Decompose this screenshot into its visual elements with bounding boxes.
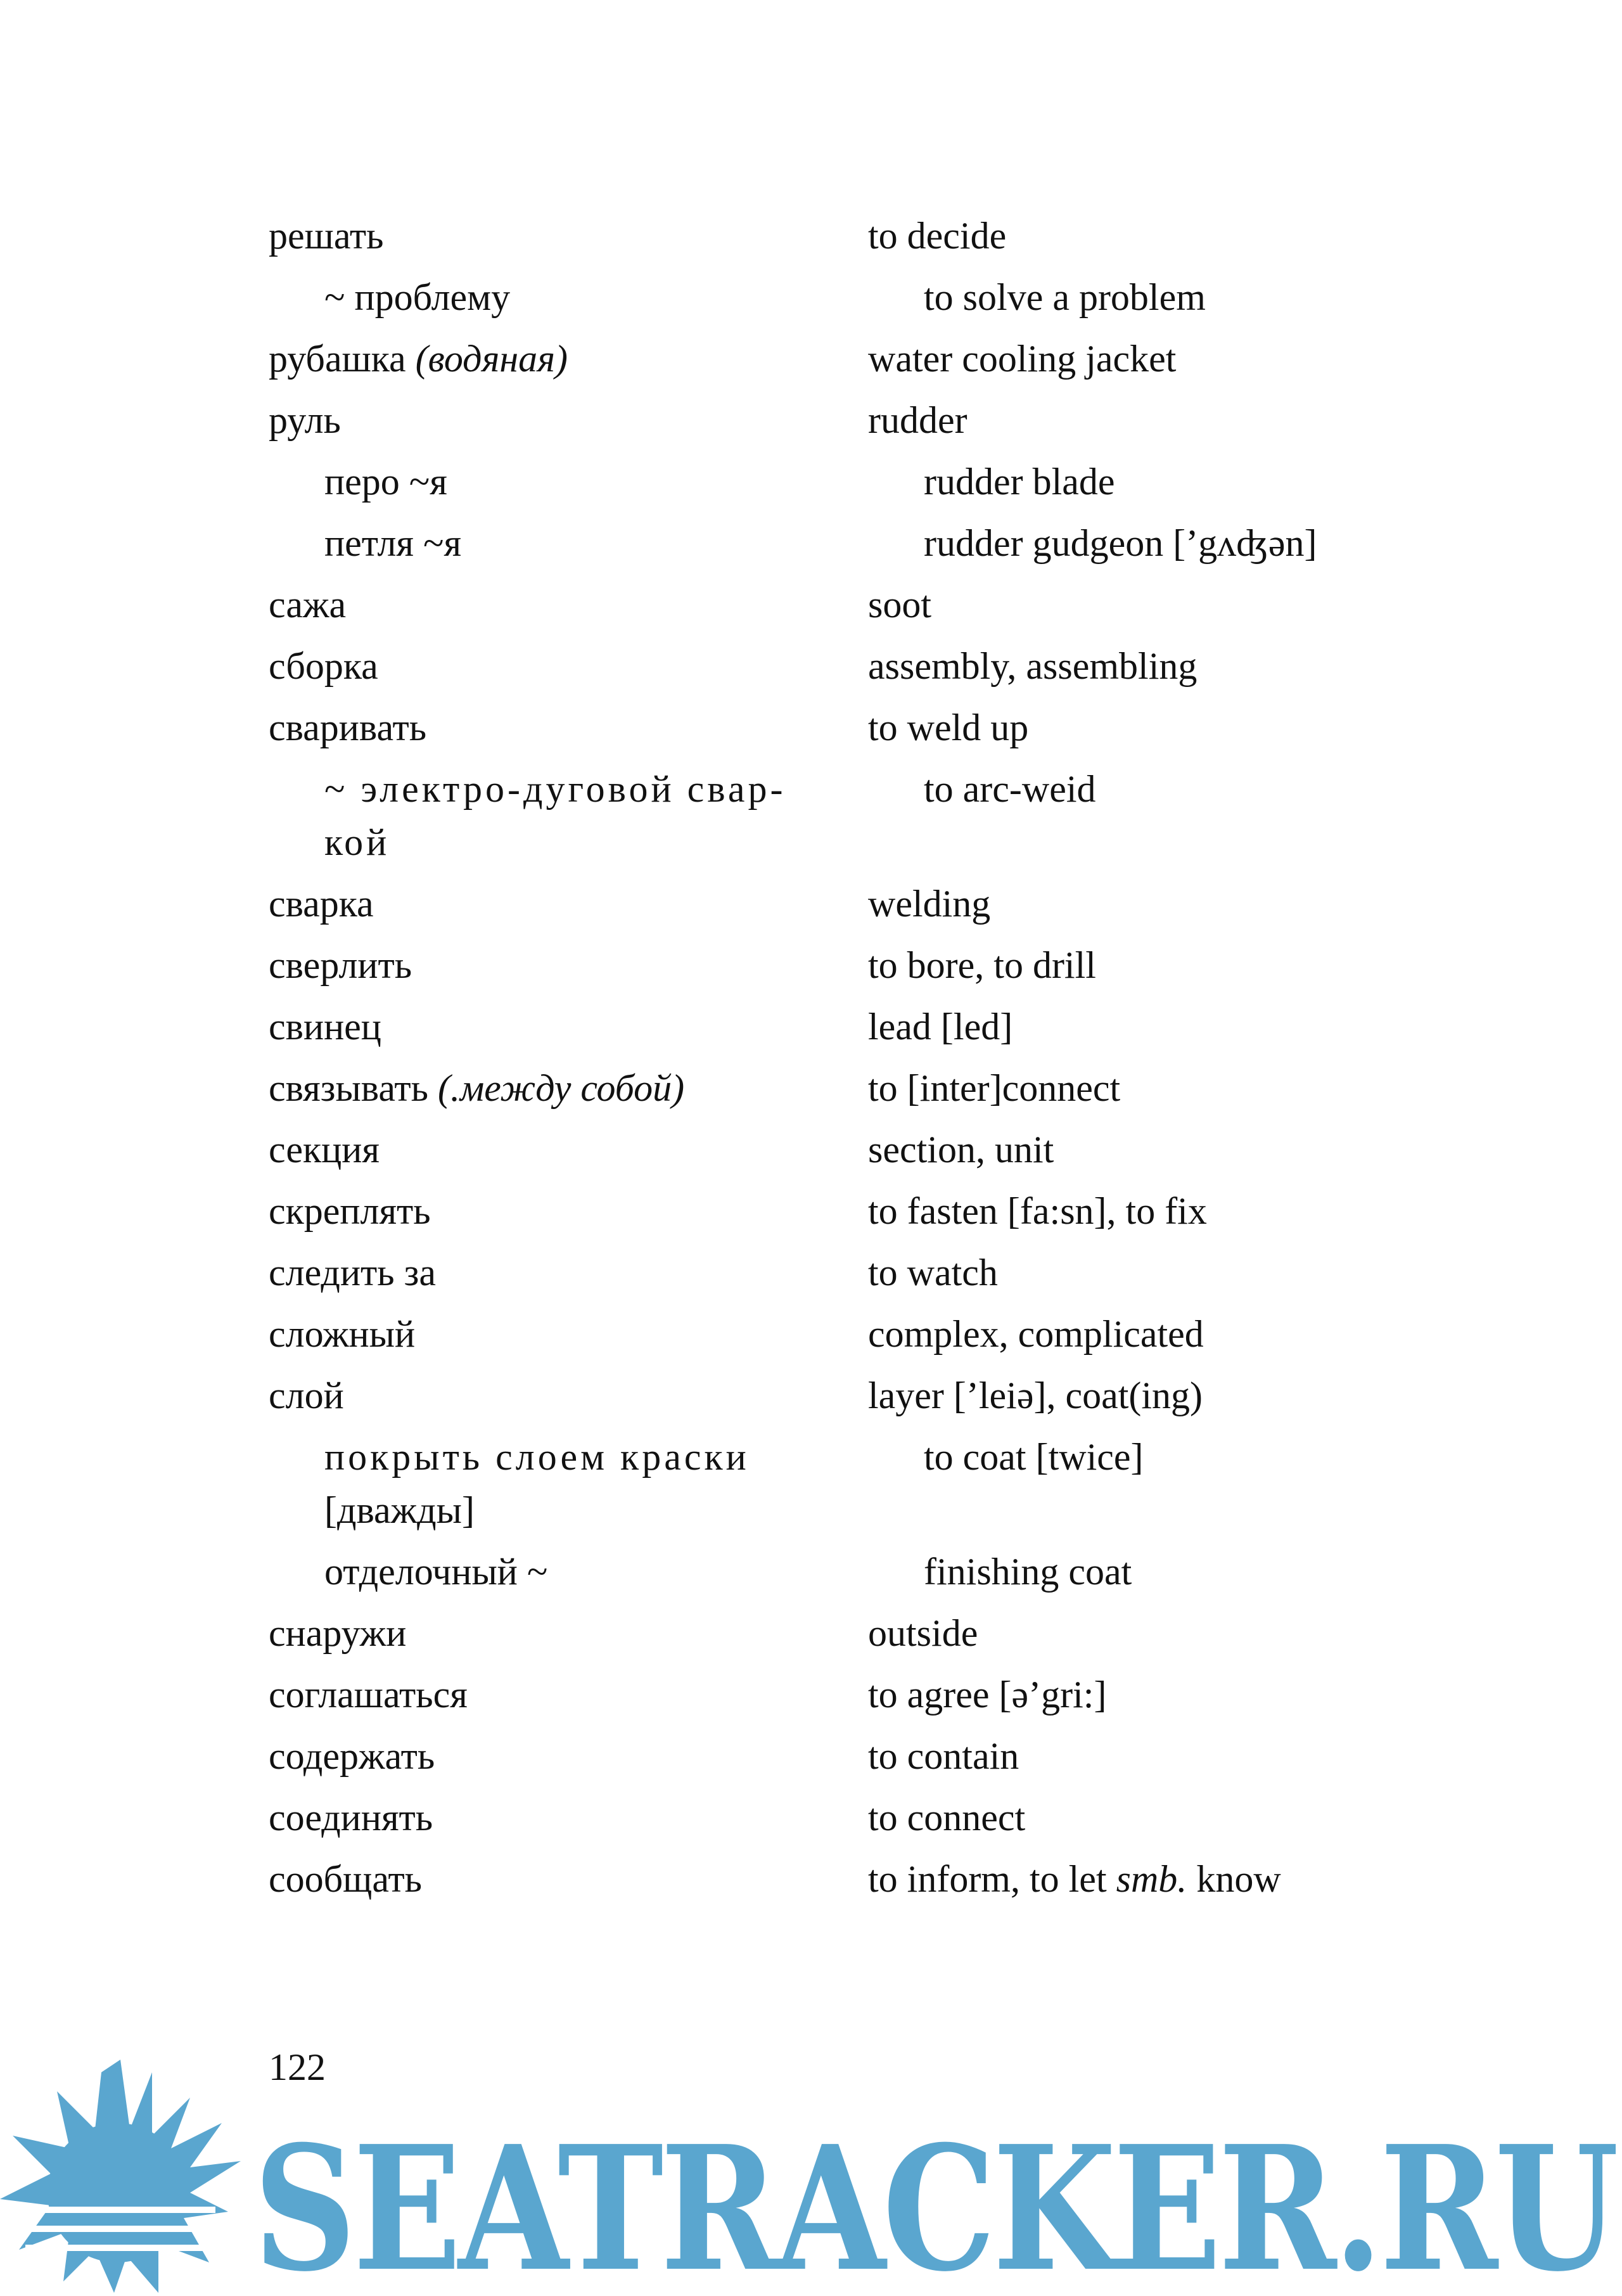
english-translation: to decide — [868, 215, 1007, 257]
english-translation: to inform, to let smb. know — [868, 1858, 1281, 1900]
list-item — [269, 639, 1384, 693]
russian-term: содержать — [269, 1735, 435, 1777]
list-item — [269, 877, 1384, 930]
english-translation: section, unit — [868, 1129, 1054, 1170]
english-translation: to weld up — [868, 707, 1029, 748]
english-translation: to connect — [868, 1797, 1026, 1838]
english-translation: to agree [ə’gri:] — [868, 1674, 1107, 1716]
list-item — [269, 271, 1384, 324]
watermark-graphic — [0, 2060, 1622, 2293]
russian-term: ~ электро-дуговой свар- кой — [324, 768, 786, 863]
russian-term: сложный — [269, 1313, 416, 1355]
list-item — [269, 1369, 1384, 1422]
list-item — [269, 1307, 1384, 1361]
english-translation: to watch — [868, 1252, 998, 1293]
russian-term: покрыть слоем краски [дважды] — [324, 1436, 750, 1531]
russian-term: сварка — [269, 883, 374, 925]
english-translation: finishing coat — [924, 1551, 1132, 1593]
page-number: 122 — [269, 2046, 326, 2088]
russian-term: соглашаться — [269, 1674, 468, 1716]
glossary-list — [269, 209, 1384, 1914]
list-item — [269, 1729, 1384, 1783]
english-translation: assembly, assembling — [868, 645, 1197, 687]
russian-term: руль — [269, 399, 341, 441]
list-item — [269, 516, 1384, 570]
english-translation: rudder — [868, 399, 967, 441]
english-translation: lead [led] — [868, 1006, 1013, 1048]
russian-term: снаружи — [269, 1612, 407, 1654]
sun-icon — [0, 2060, 241, 2293]
list-item — [269, 1791, 1384, 1844]
russian-term: связывать (.между собой) — [269, 1067, 685, 1109]
russian-term: рубашка (водяная) — [269, 338, 568, 380]
russian-term: петля ~я — [324, 522, 462, 564]
term-note: (.между собой) — [437, 1067, 685, 1109]
english-translation: rudder gudgeon [’gʌʤən] — [924, 522, 1317, 564]
list-item — [269, 701, 1384, 754]
list-item — [269, 332, 1384, 385]
list-item — [269, 1184, 1384, 1238]
list-item — [269, 1061, 1384, 1115]
list-item — [269, 455, 1384, 508]
list-item — [269, 1123, 1384, 1176]
list-item — [269, 1430, 1384, 1537]
list-item — [269, 1000, 1384, 1053]
abbreviation: smb. — [1116, 1858, 1187, 1900]
list-item — [269, 762, 1384, 869]
list-item — [269, 209, 1384, 262]
russian-term: сверлить — [269, 944, 412, 986]
english-translation: to solve a problem — [924, 276, 1206, 318]
russian-term: следить за — [269, 1252, 436, 1293]
russian-term: сообщать — [269, 1858, 423, 1900]
english-translation: complex, complicated — [868, 1313, 1204, 1355]
russian-term: сваривать — [269, 707, 427, 748]
list-item — [269, 1246, 1384, 1299]
russian-term: сажа — [269, 584, 347, 625]
english-translation: to arc-weid — [924, 768, 1096, 810]
english-translation: rudder blade — [924, 461, 1115, 503]
list-item — [269, 578, 1384, 631]
russian-term: секция — [269, 1129, 380, 1170]
russian-term: решать — [269, 215, 384, 257]
list-item — [269, 939, 1384, 992]
list-item — [269, 1607, 1384, 1660]
russian-term: скреплять — [269, 1190, 431, 1232]
russian-term: слой — [269, 1375, 344, 1416]
english-translation: to contain — [868, 1735, 1019, 1777]
list-item — [269, 1668, 1384, 1721]
term-note: (водяная) — [415, 338, 568, 380]
english-translation: to [inter]connect — [868, 1067, 1121, 1109]
list-item — [269, 1852, 1384, 1906]
russian-term: свинец — [269, 1006, 381, 1048]
watermark — [0, 2060, 1622, 2293]
english-translation: soot — [868, 584, 932, 625]
list-item — [269, 1545, 1384, 1598]
russian-term: ~ проблему — [324, 276, 511, 318]
russian-term: отделочный ~ — [324, 1551, 548, 1593]
list-item — [269, 394, 1384, 447]
russian-term: соединять — [269, 1797, 433, 1838]
english-translation: welding — [868, 883, 991, 925]
english-translation: to bore, to drill — [868, 944, 1096, 986]
english-translation: layer [’leiə], coat(ing) — [868, 1375, 1203, 1416]
english-translation: to fasten [fa:sn], to fix — [868, 1190, 1207, 1232]
english-translation: water cooling jacket — [868, 338, 1177, 380]
watermark-text: SEATRACKER.RU — [253, 2108, 1618, 2293]
english-translation: to coat [twice] — [924, 1436, 1144, 1478]
russian-term: перо ~я — [324, 461, 447, 503]
english-translation: outside — [868, 1612, 978, 1654]
russian-term: сборка — [269, 645, 378, 687]
